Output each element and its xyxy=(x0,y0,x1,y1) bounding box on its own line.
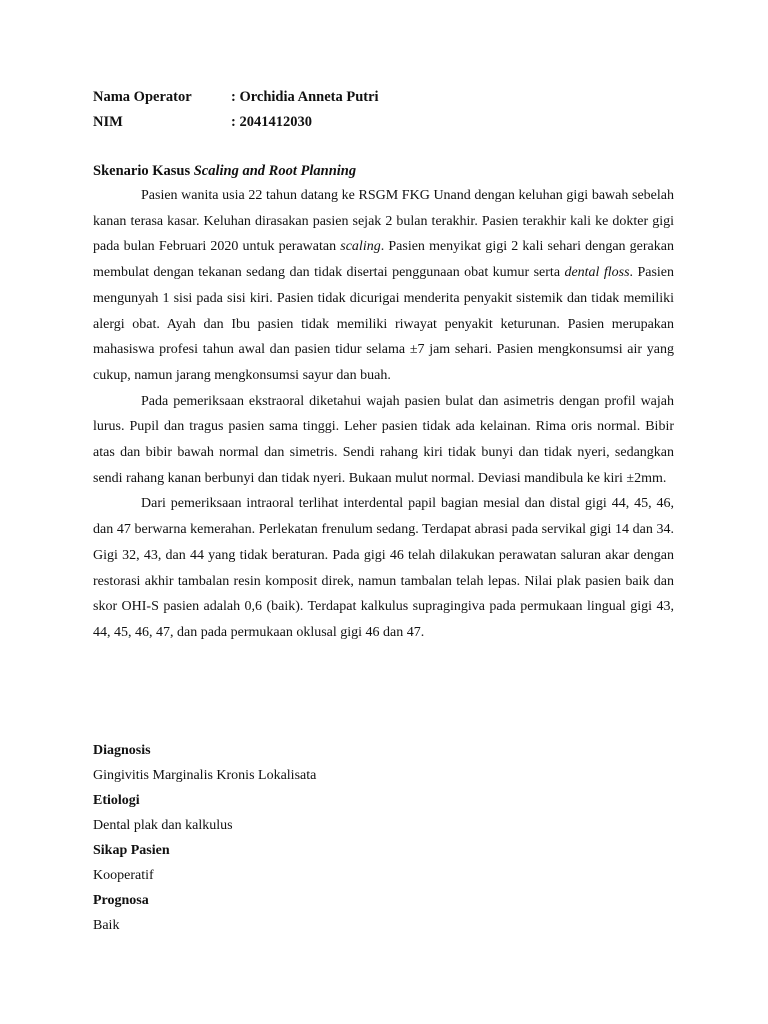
nim-row xyxy=(93,113,312,131)
sikap-pasien-heading: Sikap Pasien xyxy=(93,843,170,858)
diagnosis-heading: Diagnosis xyxy=(93,743,151,758)
scenario-body xyxy=(93,183,674,646)
paragraph-anamnesis-part-b: . Pasien menyikat gigi 2 kali sehari dengan gerakan membulat dengan tekanan sedang dan tidak disertai penggunaan obat kumur serta xyxy=(93,239,674,281)
etiologi-value: Dental plak dan kalkulus xyxy=(93,818,233,833)
prognosa-value: Baik xyxy=(93,918,120,933)
sikap-pasien-value: Kooperatif xyxy=(93,868,154,883)
paragraph-extraoral: Pada pemeriksaan ekstraoral diketahui wajah pasien bulat dan asimetris dengan profil wajah lurus. Pupil dan tragus pasien sama tinggi. Leher pasien tidak ada kelainan. Rima oris normal. Bibir atas dan bibir bawah normal dan simetris. Sendi rahang kiri tidak bunyi dan tidak nyeri, sedangkan sendi rahang kanan berbunyi dan tidak nyeri. Bukaan mulut normal. Deviasi mandibula ke kiri ±2mm. xyxy=(93,393,674,486)
operator-name-label: Nama Operator xyxy=(93,89,192,105)
diagnosis-value: Gingivitis Marginalis Kronis Lokalisata xyxy=(93,768,317,783)
operator-name-value: : Orchidia Anneta Putri xyxy=(231,89,379,105)
nim-label: NIM xyxy=(93,114,123,130)
etiologi-heading: Etiologi xyxy=(93,793,140,808)
prognosa-heading: Prognosa xyxy=(93,893,149,908)
dental-floss-term: dental floss xyxy=(564,265,630,281)
scenario-title xyxy=(93,162,356,180)
paragraph-anamnesis-part-c: . Pasien mengunyah 1 sisi pada sisi kiri. Pasien tidak dicurigai menderita penyakit sistemik dan tidak memiliki alergi obat. Ayah dan Ibu pasien tidak memiliki riwayat penyakit keturunan. Pasien merupakan mahasiswa profesi tahun awal dan pasien tidur selama ±7 jam sehari. Pasien mengkonsumsi air yang cukup, namun jarang mengkonsumsi sayur dan buah. xyxy=(93,265,674,383)
scaling-term: scaling xyxy=(340,239,381,255)
operator-name-row xyxy=(93,88,379,106)
paragraph-anamnesis xyxy=(93,183,674,389)
paragraph-intraoral: Dari pemeriksaan intraoral terlihat interdental papil bagian mesial dan distal gigi 44, 45, 46, dan 47 berwarna kemerahan. Perlekatan frenulum sedang. Terdapat abrasi pada servikal gigi 14 dan 34. Gigi 32, 43, dan 44 yang tidak beraturan. Pada gigi 46 telah dilakukan perawatan saluran akar dengan restorasi akhir tambalan resin komposit direk, namun tambalan telah lepas. Nilai plak pasien baik dan skor OHI-S pasien adalah 0,6 (baik). Terdapat kalkulus supragingiva pada permukaan lingual gigi 43, 44, 45, 46, 47, dan pada permukaan oklusal gigi 46 dan 47. xyxy=(93,496,674,640)
paragraph-anamnesis-part-a: Pasien wanita usia 22 tahun datang ke RSGM FKG Unand dengan keluhan gigi bawah sebelah kanan terasa kasar. Keluhan dirasakan pasien sejak 2 bulan terakhir. Pasien terakhir kali ke dokter gigi pada bulan Februari 2020 untuk perawatan xyxy=(93,188,674,255)
scenario-title-italic: Scaling and Root Planning xyxy=(193,163,357,179)
nim-value: : 2041412030 xyxy=(231,114,312,130)
scenario-title-prefix: Skenario Kasus xyxy=(93,163,194,179)
